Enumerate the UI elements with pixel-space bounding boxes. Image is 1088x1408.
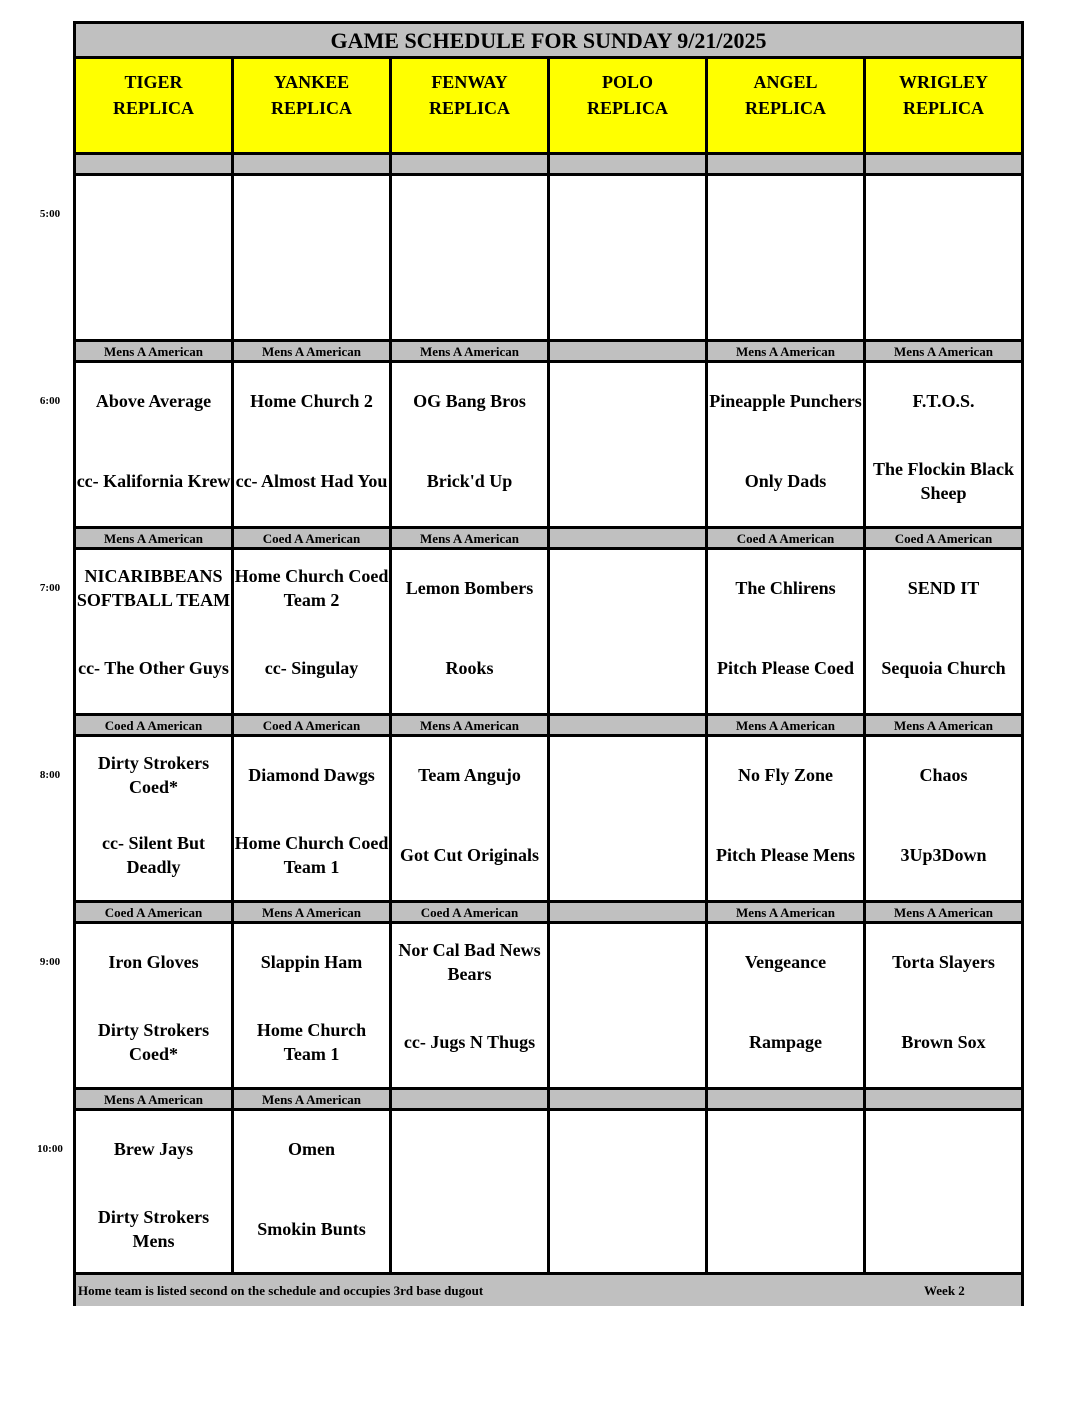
league-label: Coed A American bbox=[104, 718, 203, 733]
rule bbox=[76, 56, 1021, 59]
away-team: SEND IT bbox=[907, 578, 980, 598]
away-team: Dirty Strokers Coed* bbox=[97, 753, 210, 797]
away-team: NICARIBBEANS SOFTBALL TEAM bbox=[76, 566, 231, 610]
column-divider bbox=[389, 59, 392, 1272]
field-header bbox=[708, 59, 863, 152]
time-label: 6:00 bbox=[39, 395, 61, 407]
away-team: Vengeance bbox=[744, 952, 827, 972]
away-team: Slappin Ham bbox=[260, 952, 363, 972]
home-team bbox=[76, 256, 231, 332]
away-team bbox=[550, 924, 705, 1000]
field-name: ANGEL bbox=[753, 72, 818, 92]
league-label bbox=[550, 901, 705, 924]
field-name: WRIGLEY bbox=[898, 72, 988, 92]
away-team: Brew Jays bbox=[113, 1139, 194, 1159]
league-label: Mens A American bbox=[894, 718, 993, 733]
league-label: Mens A American bbox=[262, 1092, 361, 1107]
time-label: 10:00 bbox=[37, 1143, 63, 1155]
league-label bbox=[550, 527, 705, 550]
league-label bbox=[866, 1088, 1021, 1111]
home-team: cc- Kalifornia Krew bbox=[76, 471, 231, 491]
away-team bbox=[550, 1111, 705, 1187]
field-name: YANKEE bbox=[273, 72, 350, 92]
league-label: Coed A American bbox=[262, 718, 361, 733]
home-team: Pitch Please Mens bbox=[716, 845, 855, 865]
home-team bbox=[234, 256, 389, 332]
home-team: cc- Singulay bbox=[264, 658, 359, 678]
field-type: REPLICA bbox=[586, 98, 668, 118]
league-label bbox=[708, 1088, 863, 1111]
home-team: Smokin Bunts bbox=[257, 1219, 366, 1239]
field-name: TIGER bbox=[124, 72, 183, 92]
home-team bbox=[866, 1191, 1021, 1267]
away-team bbox=[550, 737, 705, 813]
away-team: Lemon Bombers bbox=[405, 578, 534, 598]
time-label: 9:00 bbox=[39, 956, 61, 968]
away-team bbox=[550, 550, 705, 626]
league-label bbox=[550, 153, 705, 176]
field-name: FENWAY bbox=[431, 72, 508, 92]
home-team bbox=[708, 256, 863, 332]
home-team: Dirty Strokers Mens bbox=[97, 1207, 210, 1251]
away-team: Diamond Dawgs bbox=[248, 765, 375, 785]
league-label: Coed A American bbox=[894, 531, 993, 546]
away-team bbox=[234, 176, 389, 252]
league-label: Coed A American bbox=[262, 531, 361, 546]
home-team: The Flockin Black Sheep bbox=[872, 459, 1015, 503]
away-team bbox=[392, 1111, 547, 1187]
league-label bbox=[392, 1088, 547, 1111]
field-type: REPLICA bbox=[112, 98, 194, 118]
league-label bbox=[866, 153, 1021, 176]
away-team: Home Church Coed Team 2 bbox=[234, 566, 389, 610]
away-team: Chaos bbox=[919, 765, 968, 785]
home-team bbox=[550, 256, 705, 332]
league-label: Coed A American bbox=[736, 531, 835, 546]
league-label bbox=[708, 153, 863, 176]
week-label: Week 2 bbox=[924, 1283, 965, 1298]
home-team bbox=[550, 1191, 705, 1267]
league-label: Mens A American bbox=[736, 718, 835, 733]
league-label: Mens A American bbox=[420, 344, 519, 359]
time-label: 5:00 bbox=[39, 208, 61, 220]
home-team: cc- Almost Had You bbox=[235, 471, 388, 491]
league-label: Mens A American bbox=[104, 531, 203, 546]
league-label: Mens A American bbox=[736, 344, 835, 359]
schedule-table bbox=[73, 21, 1024, 1306]
home-team: 3Up3Down bbox=[900, 845, 987, 865]
field-header bbox=[76, 59, 231, 152]
league-label: Coed A American bbox=[104, 905, 203, 920]
away-team bbox=[708, 176, 863, 252]
page-title: GAME SCHEDULE FOR SUNDAY 9/21/2025 bbox=[76, 24, 1021, 56]
time-label: 8:00 bbox=[39, 769, 61, 781]
home-team bbox=[866, 256, 1021, 332]
home-team: cc- The Other Guys bbox=[78, 658, 229, 678]
field-type: REPLICA bbox=[428, 98, 510, 118]
home-team: Pitch Please Coed bbox=[717, 658, 854, 678]
away-team bbox=[392, 176, 547, 252]
away-team: Omen bbox=[288, 1139, 335, 1159]
home-team bbox=[550, 443, 705, 519]
league-label: Mens A American bbox=[262, 344, 361, 359]
field-header bbox=[234, 59, 389, 152]
away-team bbox=[866, 1111, 1021, 1187]
league-label bbox=[550, 714, 705, 737]
home-team bbox=[550, 630, 705, 706]
field-type: REPLICA bbox=[902, 98, 984, 118]
home-team: cc- Jugs N Thugs bbox=[403, 1032, 536, 1052]
league-label: Coed A American bbox=[420, 905, 519, 920]
home-team: Home Church Coed Team 1 bbox=[234, 833, 389, 877]
league-label: Mens A American bbox=[736, 905, 835, 920]
column-divider bbox=[863, 59, 866, 1272]
home-team: Rooks bbox=[445, 658, 494, 678]
away-team: The Chlirens bbox=[735, 578, 836, 598]
column-divider bbox=[547, 59, 550, 1272]
league-label: Mens A American bbox=[104, 1092, 203, 1107]
away-team bbox=[550, 176, 705, 252]
home-team: Only Dads bbox=[744, 471, 827, 491]
field-header bbox=[392, 59, 547, 152]
league-label: Mens A American bbox=[262, 905, 361, 920]
league-label bbox=[550, 1088, 705, 1111]
footer bbox=[76, 1275, 1021, 1306]
home-team: Dirty Strokers Coed* bbox=[97, 1020, 210, 1064]
field-type: REPLICA bbox=[270, 98, 352, 118]
away-team bbox=[866, 176, 1021, 252]
field-header bbox=[550, 59, 705, 152]
column-divider bbox=[705, 59, 708, 1272]
field-header bbox=[866, 59, 1021, 152]
time-label: 7:00 bbox=[39, 582, 61, 594]
league-label: Mens A American bbox=[104, 344, 203, 359]
home-team: Brick'd Up bbox=[426, 471, 513, 491]
away-team: No Fly Zone bbox=[737, 765, 833, 785]
home-team: Rampage bbox=[749, 1032, 822, 1052]
away-team: Iron Gloves bbox=[108, 952, 199, 972]
away-team: Above Average bbox=[95, 391, 212, 411]
away-team bbox=[550, 363, 705, 439]
league-label: Mens A American bbox=[420, 718, 519, 733]
home-team: Home Church Team 1 bbox=[256, 1020, 367, 1064]
league-label: Mens A American bbox=[894, 344, 993, 359]
home-team: Sequoia Church bbox=[881, 658, 1006, 678]
league-label bbox=[550, 340, 705, 363]
home-team bbox=[392, 256, 547, 332]
league-label: Mens A American bbox=[420, 531, 519, 546]
away-team bbox=[708, 1111, 863, 1187]
league-label bbox=[76, 153, 231, 176]
league-label bbox=[234, 153, 389, 176]
field-type: REPLICA bbox=[744, 98, 826, 118]
away-team: OG Bang Bros bbox=[413, 391, 526, 411]
league-label: Mens A American bbox=[894, 905, 993, 920]
away-team: Home Church 2 bbox=[250, 391, 373, 411]
away-team: Torta Slayers bbox=[892, 952, 995, 972]
home-team: cc- Silent But Deadly bbox=[102, 833, 205, 877]
league-label bbox=[392, 153, 547, 176]
footer-note: Home team is listed second on the schedule and occupies 3rd base dugout bbox=[78, 1283, 484, 1298]
away-team: Team Angujo bbox=[418, 765, 521, 785]
home-team bbox=[708, 1191, 863, 1267]
away-team: Nor Cal Bad News Bears bbox=[398, 940, 541, 984]
away-team: F.T.O.S. bbox=[912, 391, 975, 411]
home-team bbox=[392, 1191, 547, 1267]
column-divider bbox=[231, 59, 234, 1272]
home-team bbox=[550, 817, 705, 893]
field-name: POLO bbox=[601, 72, 653, 92]
home-team: Brown Sox bbox=[901, 1032, 986, 1052]
away-team: Pineapple Punchers bbox=[709, 391, 862, 411]
home-team bbox=[550, 1004, 705, 1080]
home-team: Got Cut Originals bbox=[399, 845, 539, 865]
away-team bbox=[76, 176, 231, 252]
